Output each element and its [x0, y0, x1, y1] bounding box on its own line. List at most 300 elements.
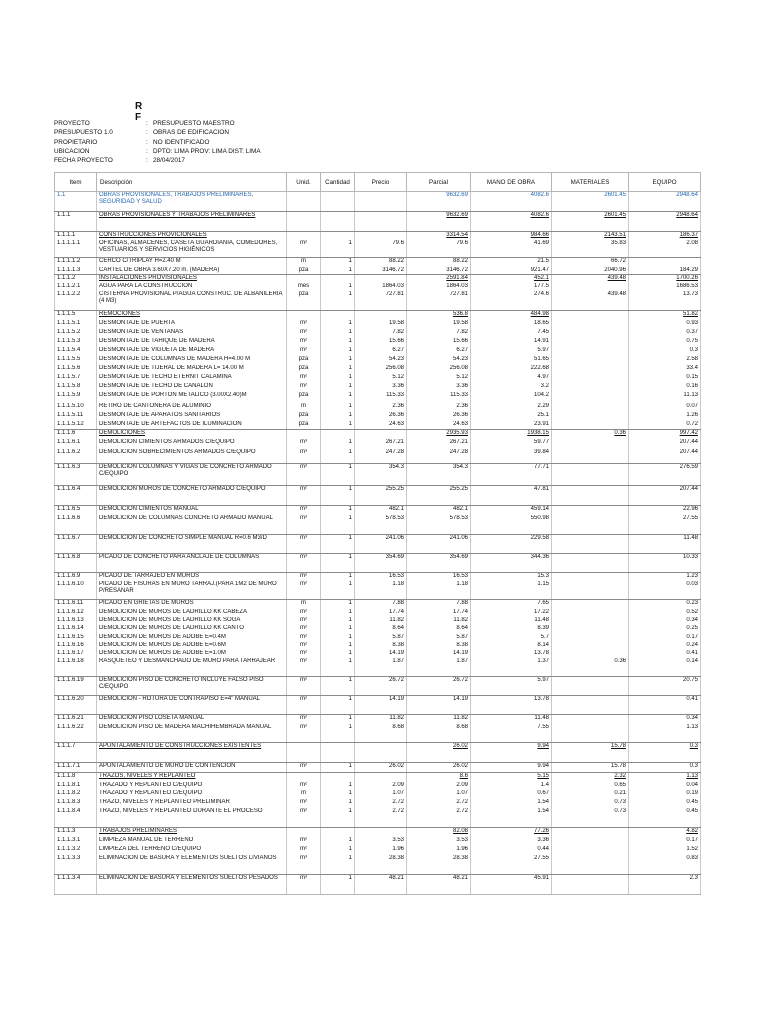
cell-cantidad: 1: [321, 320, 355, 329]
cell-equipo: 1.26: [629, 412, 701, 421]
cell-materiales: [552, 837, 629, 846]
cell-equipo: 0.83: [629, 855, 701, 875]
cell-parcial: 267.21: [407, 439, 471, 449]
cell-mano-de-obra: 41.69: [471, 240, 552, 258]
cell-equipo: 0.16: [629, 383, 701, 392]
cell-cantidad: [321, 232, 355, 240]
cell-parcial: 255.25: [407, 486, 471, 506]
cell-parcial: 14.19: [407, 650, 471, 658]
cell-mano-de-obra: 984.66: [471, 232, 552, 240]
cell-descripcion: [97, 554, 287, 573]
cell-descripcion-text: AGUA PARA LA CONSTRUCCION: [99, 282, 193, 289]
cell-descripcion-text: ELIMINACION DE BASURA Y ELEMENTOS SUELTOS LIVIANOS: [99, 854, 277, 861]
project-info-label: PROPIETARIO: [54, 138, 98, 146]
cell-materiales: [552, 573, 629, 581]
cell-precio: 5.87: [355, 634, 407, 642]
table-row: [55, 763, 701, 773]
cell-equipo: 27.55: [629, 515, 701, 535]
cell-equipo: 0.3: [629, 743, 701, 763]
cell-equipo: 1.13: [629, 724, 701, 743]
cell-parcial: 3314.54: [407, 232, 471, 240]
cell-descripcion: [97, 617, 287, 625]
cell-mano-de-obra: 7.45: [471, 329, 552, 338]
cell-equipo: 0.37: [629, 329, 701, 338]
cell-parcial: 19.58: [407, 320, 471, 329]
cell-descripcion: [97, 790, 287, 799]
cell-cantidad: 1: [321, 658, 355, 677]
cell-descripcion-text: DESMONTAJE DE TAHIQUE DE MADERA: [99, 337, 215, 344]
cell-descripcion-text: DEMOLICION PISO DE CONCRETO INCLUYE FALSO PISO C/EQUIPO: [99, 677, 264, 691]
cell-descripcion: [97, 600, 287, 609]
cell-parcial: 241.06: [407, 535, 471, 554]
cell-materiales: [552, 412, 629, 421]
project-info-colon: :: [146, 129, 148, 137]
table-row: [55, 449, 701, 464]
cell-cantidad: 1: [321, 875, 355, 895]
cell-cantidad: 1: [321, 782, 355, 790]
cell-precio: [355, 430, 407, 439]
cell-precio: 26.72: [355, 677, 407, 696]
cell-cantidad: [321, 311, 355, 320]
cell-item: 1.1.1.7: [55, 743, 97, 763]
cell-mano-de-obra: 11.48: [471, 715, 552, 724]
project-info-row: [54, 138, 261, 147]
table-row: [55, 634, 701, 642]
cell-descripcion: [97, 642, 287, 650]
table-row: [55, 365, 701, 374]
project-info-value: NO IDENTIFICADO: [153, 138, 210, 146]
cell-precio: 241.06: [355, 535, 407, 554]
cell-equipo: 4.82: [629, 828, 701, 837]
table-row: [55, 515, 701, 535]
cell-unid: m: [287, 600, 321, 609]
cell-mano-de-obra: 222.68: [471, 365, 552, 374]
cell-unid: m: [287, 403, 321, 412]
cell-parcial: 354.3: [407, 464, 471, 486]
cell-materiales: [552, 374, 629, 383]
table-row: [55, 291, 701, 311]
cell-mano-de-obra: 1.15: [471, 581, 552, 600]
cell-unid: m²: [287, 374, 321, 383]
cell-descripcion-text: INSTALACIONES PROVISIONALES: [99, 275, 197, 281]
cell-mano-de-obra: 452.1: [471, 275, 552, 283]
cell-cantidad: 1: [321, 625, 355, 634]
cell-equipo: 33.4: [629, 365, 701, 374]
cell-descripcion-text: CISTERNA PROVISIONAL P/AGUA CONSTRUC. DE ALBAÑILERIA (4 M3): [99, 290, 283, 304]
cell-parcial: 8.6: [407, 773, 471, 782]
cell-descripcion-text: DESMONTAJE DE PORTON METALICO (3.00X2.40)M: [99, 391, 247, 398]
cell-equipo: 0.07: [629, 403, 701, 412]
table-row: [55, 258, 701, 267]
cell-parcial: 1864.03: [407, 283, 471, 291]
cell-descripcion: [97, 412, 287, 421]
cell-cantidad: 1: [321, 573, 355, 581]
cell-cantidad: [321, 430, 355, 439]
cell-item: 1.1.1.6: [55, 430, 97, 439]
cell-unid: m²: [287, 573, 321, 581]
cell-materiales: [552, 617, 629, 625]
cell-materiales: [552, 320, 629, 329]
cell-cantidad: [321, 275, 355, 283]
cell-descripcion-text: PICADO DE CONCRETO PARA ANCLAJE DE COLUMNAS: [99, 554, 260, 560]
cell-descripcion-text: TRABAJOS PRELIMINARES: [99, 828, 178, 834]
cell-mano-de-obra: 5.97: [471, 347, 552, 356]
cell-item: 1.1.1.3: [55, 828, 97, 837]
cell-parcial: 7.88: [407, 600, 471, 609]
cell-descripcion-text: DESMONTAJE DE TECHO ETERNIT CALAMINA: [99, 373, 232, 380]
report-code-line-1: R: [135, 101, 143, 112]
project-info-row: [54, 156, 261, 165]
cell-materiales: [552, 875, 629, 895]
cell-unid: pza: [287, 392, 321, 403]
cell-item: 1.1.1.2.1: [55, 283, 97, 291]
cell-precio: 48.21: [355, 875, 407, 895]
cell-parcial: 8.68: [407, 724, 471, 743]
cell-parcial: 3.53: [407, 837, 471, 846]
cell-precio: 26.02: [355, 763, 407, 773]
cell-equipo: 0.15: [629, 374, 701, 383]
cell-precio: [355, 743, 407, 763]
cell-unid: m²: [287, 846, 321, 855]
cell-mano-de-obra: 8.39: [471, 625, 552, 634]
cell-materiales: 15.78: [552, 743, 629, 763]
cell-equipo: 0.17: [629, 634, 701, 642]
cell-mano-de-obra: 5.15: [471, 773, 552, 782]
cell-cantidad: 1: [321, 329, 355, 338]
cell-descripcion-text: ELIMINACION DE BASURA Y ELEMENTOS SUELTOS PESADOS: [99, 875, 278, 881]
cell-unid: [287, 212, 321, 232]
cell-equipo: 1700.26: [629, 275, 701, 283]
cell-descripcion: [97, 808, 287, 828]
cell-mano-de-obra: 4082.6: [471, 212, 552, 232]
cell-parcial: 82.08: [407, 828, 471, 837]
cell-precio: 11.82: [355, 715, 407, 724]
cell-unid: pza: [287, 365, 321, 374]
cell-descripcion-text: DEMOLICION CIMIENTOS ARMADOS C/EQUIPO: [99, 438, 235, 445]
project-info-label: PROYECTO: [54, 120, 90, 127]
cell-descripcion-text: LIMPIEZA DEL TERRENO C/EQUIPO: [99, 845, 202, 852]
cell-item: 1.1.1.5.8: [55, 383, 97, 392]
cell-parcial: 8.64: [407, 625, 471, 634]
cell-mano-de-obra: 229.58: [471, 535, 552, 554]
cell-descripcion: [97, 430, 287, 439]
cell-materiales: [552, 283, 629, 291]
cell-cantidad: 1: [321, 439, 355, 449]
cell-descripcion-text: DEMOLICION DE MUROS DE ADOBE E=0.4M: [99, 633, 226, 640]
cell-unid: m³: [287, 515, 321, 535]
cell-equipo: 0.14: [629, 658, 701, 677]
cell-parcial: 115.33: [407, 392, 471, 403]
cell-item: 1.1.1.6.11: [55, 600, 97, 609]
cell-precio: 1.18: [355, 581, 407, 600]
cell-descripcion-text: DESMONTAJE DE ARTEFACTOS DE ILUMINACION: [99, 420, 242, 427]
table-row: [55, 696, 701, 715]
cell-cantidad: 1: [321, 412, 355, 421]
cell-descripcion: [97, 347, 287, 356]
cell-cantidad: 1: [321, 283, 355, 291]
cell-parcial: 79.6: [407, 240, 471, 258]
cell-cantidad: [321, 828, 355, 837]
cell-descripcion: [97, 464, 287, 486]
cell-cantidad: 1: [321, 356, 355, 365]
cell-descripcion-text: OFICINAS, ALMACENES, CASETA GUARDIANIA, COMEDORES, VESTUARIOS Y SERVICIOS HIGIÉNICOS: [99, 239, 278, 253]
cell-cantidad: 1: [321, 634, 355, 642]
table-row: [55, 743, 701, 763]
cell-mano-de-obra: 1.54: [471, 808, 552, 828]
cell-precio: 14.19: [355, 696, 407, 715]
table-row: [55, 464, 701, 486]
cell-precio: 115.33: [355, 392, 407, 403]
cell-parcial: 2935.93: [407, 430, 471, 439]
table-row: [55, 240, 701, 258]
cell-precio: 727.81: [355, 291, 407, 311]
cell-unid: m³: [287, 449, 321, 464]
cell-unid: m²: [287, 240, 321, 258]
cell-precio: 1.96: [355, 846, 407, 855]
cell-equipo: 11.48: [629, 535, 701, 554]
cell-cantidad: 1: [321, 383, 355, 392]
cell-parcial: 1.87: [407, 658, 471, 677]
project-info-row: [54, 147, 261, 156]
table-row: [55, 430, 701, 439]
cell-unid: m²: [287, 320, 321, 329]
cell-materiales: [552, 506, 629, 515]
cell-descripcion: [97, 875, 287, 895]
cell-unid: [287, 828, 321, 837]
cell-descripcion: [97, 383, 287, 392]
cell-unid: m³: [287, 535, 321, 554]
cell-materiales: 2601.45: [552, 192, 629, 212]
cell-item: 1.1.1.5.9: [55, 392, 97, 403]
cell-parcial: 26.02: [407, 763, 471, 773]
table-row: [55, 535, 701, 554]
cell-materiales: [552, 329, 629, 338]
table-row: [55, 658, 701, 677]
cell-materiales: [552, 677, 629, 696]
table-row: [55, 486, 701, 506]
cell-materiales: 0.65: [552, 782, 629, 790]
cell-materiales: [552, 439, 629, 449]
cell-cantidad: 1: [321, 240, 355, 258]
cell-parcial: 536.8: [407, 311, 471, 320]
cell-cantidad: 1: [321, 837, 355, 846]
cell-item: 1.1.1.6.9: [55, 573, 97, 581]
cell-equipo: 207.44: [629, 439, 701, 449]
cell-mano-de-obra: 9.94: [471, 763, 552, 773]
cell-mano-de-obra: 9.94: [471, 743, 552, 763]
table-row: [55, 724, 701, 743]
cell-cantidad: [321, 192, 355, 212]
table-row: [55, 573, 701, 581]
cell-equipo: 1686.53: [629, 283, 701, 291]
cell-descripcion: [97, 232, 287, 240]
cell-materiales: [552, 403, 629, 412]
cell-unid: m³: [287, 554, 321, 573]
cell-mano-de-obra: 5.7: [471, 634, 552, 642]
cell-precio: 24.63: [355, 421, 407, 430]
cell-unid: m²: [287, 782, 321, 790]
cell-materiales: [552, 486, 629, 506]
cell-item: 1.1.1.7.1: [55, 763, 97, 773]
cell-parcial: 354.69: [407, 554, 471, 573]
cell-equipo: 0.25: [629, 625, 701, 634]
cell-item: 1.1.1.6.3: [55, 464, 97, 486]
cell-cantidad: 1: [321, 617, 355, 625]
cell-equipo: 22.96: [629, 506, 701, 515]
cell-precio: 267.21: [355, 439, 407, 449]
cell-equipo: 1.52: [629, 846, 701, 855]
cell-parcial: 6.27: [407, 347, 471, 356]
cell-descripcion-text: REMOCIONES: [99, 311, 141, 317]
cell-mano-de-obra: 177.5: [471, 283, 552, 291]
cell-unid: mes: [287, 283, 321, 291]
cell-parcial: 1.07: [407, 790, 471, 799]
cell-descripcion: [97, 240, 287, 258]
cell-cantidad: 1: [321, 696, 355, 715]
cell-descripcion-text: CONSTRUCCIONES PROVICIONALES: [99, 232, 207, 238]
table-row: [55, 329, 701, 338]
cell-descripcion: [97, 421, 287, 430]
cell-cantidad: 1: [321, 403, 355, 412]
table-row: [55, 403, 701, 412]
table-row: [55, 311, 701, 320]
cell-cantidad: 1: [321, 790, 355, 799]
cell-unid: pza: [287, 291, 321, 311]
cell-precio: 482.1: [355, 506, 407, 515]
cell-parcial: 9632.69: [407, 192, 471, 212]
cell-precio: [355, 275, 407, 283]
cell-unid: m³: [287, 875, 321, 895]
cell-materiales: [552, 392, 629, 403]
cell-equipo: 997.42: [629, 430, 701, 439]
cell-precio: 2.36: [355, 403, 407, 412]
cell-item: 1.1.1.5.2: [55, 329, 97, 338]
cell-item: 1.1.1.3.1: [55, 837, 97, 846]
cell-mano-de-obra: 459.14: [471, 506, 552, 515]
cell-precio: 3146.72: [355, 267, 407, 275]
cell-parcial: 3.36: [407, 383, 471, 392]
cell-unid: [287, 311, 321, 320]
cell-equipo: 2.3: [629, 875, 701, 895]
cell-parcial: 16.53: [407, 573, 471, 581]
cell-descripcion-text: DESMONTAJE DE TIJERAL DE MADERA L= 14.00 M: [99, 364, 244, 371]
cell-descripcion: [97, 650, 287, 658]
table-row: [55, 421, 701, 430]
cell-descripcion: [97, 291, 287, 311]
cell-item: 1.1.1.6.15: [55, 634, 97, 642]
cell-mano-de-obra: 45.91: [471, 875, 552, 895]
cell-descripcion: [97, 329, 287, 338]
cell-precio: 2.72: [355, 808, 407, 828]
cell-descripcion: [97, 724, 287, 743]
cell-precio: 255.25: [355, 486, 407, 506]
cell-equipo: 0.93: [629, 320, 701, 329]
cell-descripcion: [97, 625, 287, 634]
cell-precio: 247.28: [355, 449, 407, 464]
project-info-row: [54, 128, 261, 137]
cell-parcial: 3146.72: [407, 267, 471, 275]
cell-materiales: [552, 311, 629, 320]
cell-precio: 14.19: [355, 650, 407, 658]
cell-mano-de-obra: 7.55: [471, 724, 552, 743]
cell-equipo: 0.17: [629, 837, 701, 846]
table-row: [55, 782, 701, 790]
cell-parcial: 15.66: [407, 338, 471, 347]
cell-mano-de-obra: 104.2: [471, 392, 552, 403]
cell-mano-de-obra: 484.98: [471, 311, 552, 320]
cell-item: 1.1.1.5.3: [55, 338, 97, 347]
table-body: [55, 192, 701, 895]
cell-parcial: 8.38: [407, 642, 471, 650]
cell-descripcion: [97, 486, 287, 506]
cell-unid: [287, 430, 321, 439]
table-row: [55, 192, 701, 212]
cell-descripcion-text: OBRAS PROVISIONALES, TRABAJOS PRELIMINARES, SEGURIDAD Y SALUD: [99, 192, 254, 206]
cell-descripcion-text: APUNTALAMIENTO DE CONSTRUCCIONES EXISTENTES: [99, 743, 262, 749]
cell-item: 1.1.1.5.6: [55, 365, 97, 374]
table-row: [55, 275, 701, 283]
cell-equipo: 0.41: [629, 650, 701, 658]
cell-equipo: 1.23: [629, 573, 701, 581]
table-row: [55, 828, 701, 837]
cell-item: 1.1.1.6.1: [55, 439, 97, 449]
table-row: [55, 642, 701, 650]
cell-descripcion: [97, 258, 287, 267]
cell-descripcion-text: LIMPIEZA MANUAL DE TERRENO: [99, 836, 194, 843]
cell-mano-de-obra: 5.97: [471, 677, 552, 696]
cell-unid: m²: [287, 581, 321, 600]
table-row: [55, 625, 701, 634]
cell-descripcion-text: DEMOLICION DE MUROS DE LADRILLO KK SOGA: [99, 616, 241, 623]
cell-precio: 5.12: [355, 374, 407, 383]
cell-item: 1.1.1.6.17: [55, 650, 97, 658]
cell-descripcion-text: CARTEL DE OBRA 3.60X7.20 m. (MADERA): [99, 266, 220, 273]
cell-precio: 6.27: [355, 347, 407, 356]
cell-unid: pza: [287, 421, 321, 430]
table-row: [55, 283, 701, 291]
cell-cantidad: 1: [321, 799, 355, 808]
table-row: [55, 715, 701, 724]
cell-parcial: 26.02: [407, 743, 471, 763]
cell-equipo: 0.19: [629, 790, 701, 799]
cell-descripcion: [97, 799, 287, 808]
cell-item: 1.1.1.6.13: [55, 617, 97, 625]
cell-item: 1.1.1.8.3: [55, 799, 97, 808]
project-info-value: 28/04/2017: [153, 157, 185, 165]
cell-unid: m³: [287, 506, 321, 515]
cell-mano-de-obra: 17.22: [471, 609, 552, 617]
cell-equipo: 0.45: [629, 808, 701, 828]
cell-descripcion-text: TRAZOS, NIVELES Y REPLANTEO: [99, 773, 196, 779]
cell-unid: m²: [287, 625, 321, 634]
cell-descripcion: [97, 634, 287, 642]
cell-parcial: 17.74: [407, 609, 471, 617]
cell-item: 1.1.1.6.16: [55, 642, 97, 650]
cell-materiales: 66.72: [552, 258, 629, 267]
cell-descripcion: [97, 439, 287, 449]
project-info-colon: :: [146, 120, 148, 127]
cell-unid: pza: [287, 412, 321, 421]
cell-mano-de-obra: 3.36: [471, 837, 552, 846]
cell-precio: [355, 828, 407, 837]
table-row: [55, 347, 701, 356]
cell-precio: 1864.03: [355, 283, 407, 291]
cell-unid: m²: [287, 347, 321, 356]
cell-item: 1.1.1.6.21: [55, 715, 97, 724]
cell-item: 1.1.1.6.4: [55, 486, 97, 506]
cell-precio: [355, 212, 407, 232]
table-row: [55, 392, 701, 403]
